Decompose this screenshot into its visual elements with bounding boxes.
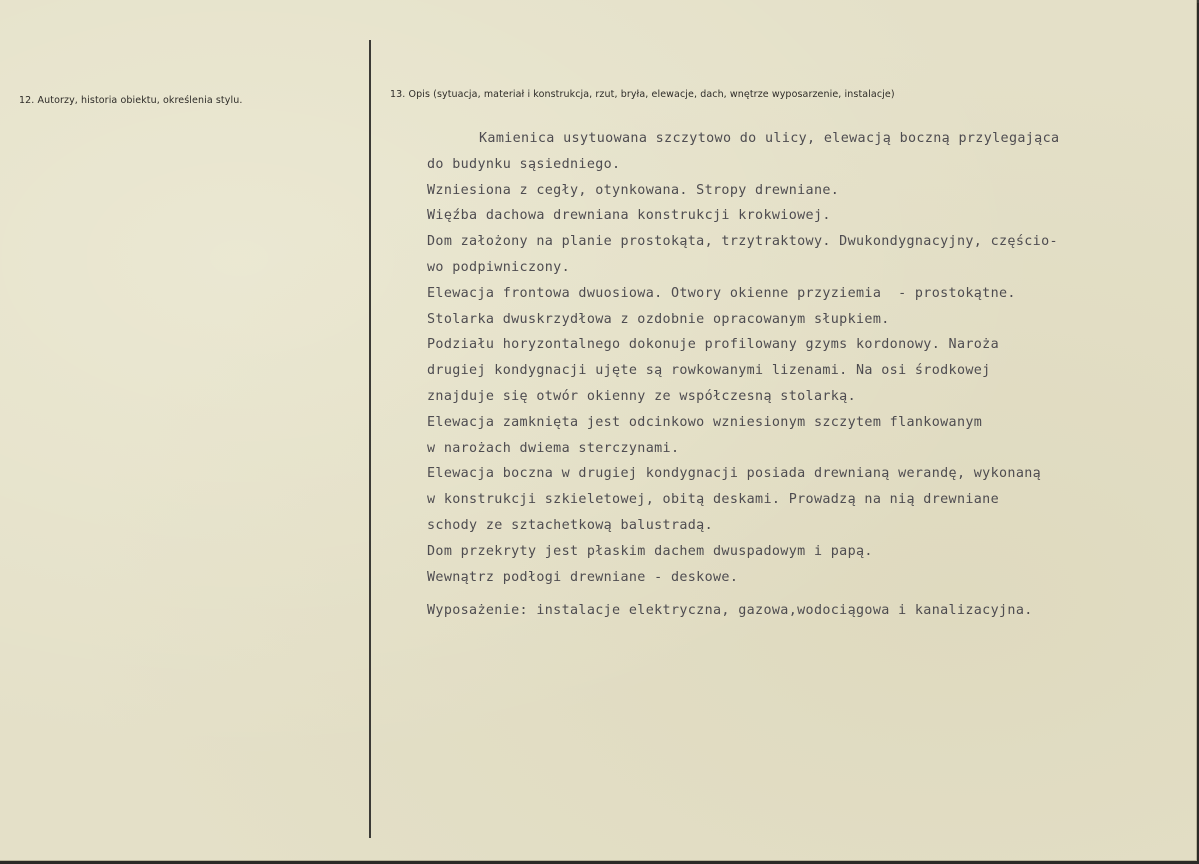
text-line: do budynku sąsiedniego. (427, 156, 621, 172)
text-line: schody ze sztachetkową balustradą. (427, 517, 714, 533)
text-line: wo podpiwniczony. (427, 259, 571, 275)
text-line: Więźba dachowa drewniana konstrukcji krokwiowej. (427, 208, 831, 224)
text-line: Kamienica usytuowana szczytowo do ulicy, elewacją boczną przylegająca (479, 131, 1060, 146)
description-text (427, 126, 1187, 624)
text-line: Podziału horyzontalnego dokonuje profilowany gzyms kordonowy. Naroża (427, 337, 1000, 353)
field-13-label: 13. Opis (sytuacja, materiał i konstrukcja, rzut, bryła, elewacje, dach, wnętrze wyposarzenie, instalacje) (390, 89, 895, 100)
text-line: Elewacja zamknięta jest odcinkowo wzniesionym szczytem flankowanym (427, 414, 983, 430)
text-line: Stolarka dwuskrzydłowa z ozdobnie opracowanym słupkiem. (427, 311, 890, 327)
text-line: Dom przekryty jest płaskim dachem dwuspadowym i papą. (427, 543, 873, 559)
field-12-label: 12. Autorzy, historia obiektu, określenia stylu. (19, 95, 243, 106)
text-line: Elewacja boczna w drugiej kondygnacji posiada drewnianą werandę, wykonaną (427, 466, 1042, 482)
text-line: drugiej kondygnacji ujęte są rowkowanymi lizenami. Na osi środkowej (427, 363, 991, 379)
text-line: Wyposażenie: instalacje elektryczna, gazowa,wodociągowa i kanalizacyjna. (427, 603, 1033, 619)
text-line: w narożach dwiema sterczynami. (427, 440, 680, 456)
text-line: Elewacja frontowa dwuosiowa. Otwory okienne przyziemia - prostokątne. (427, 285, 1016, 301)
text-line: w konstrukcji szkieletowej, obitą deskami. Prowadzą na nią drewniane (427, 492, 1000, 508)
text-line: Wewnątrz podłogi drewniane - deskowe. (427, 569, 739, 585)
column-divider (369, 40, 371, 838)
text-line: Wzniesiona z cegły, otynkowana. Stropy drewniane. (427, 182, 840, 198)
text-line: Dom założony na planie prostokąta, trzytraktowy. Dwukondygnacyjny, częścio- (427, 234, 1058, 250)
text-line: znajduje się otwór okienny ze współczesną stolarką. (427, 388, 857, 404)
